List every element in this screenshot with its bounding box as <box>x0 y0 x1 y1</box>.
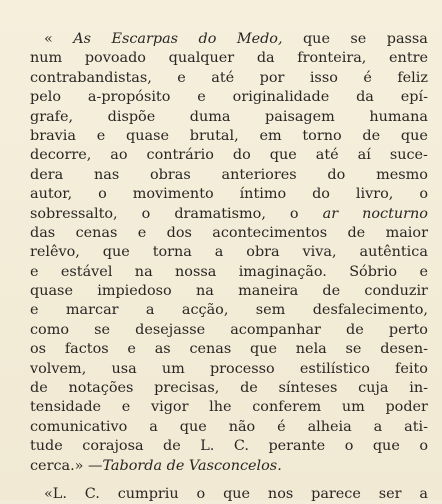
word: livro, <box>355 186 394 203</box>
word: marcar <box>65 302 119 319</box>
word: como <box>30 321 70 338</box>
word: usa <box>111 360 137 377</box>
word: autêntica <box>359 244 428 261</box>
word: epí- <box>400 89 428 106</box>
review-paragraph <box>30 30 428 476</box>
word: na <box>195 283 214 300</box>
word: nas <box>93 166 120 183</box>
text-line <box>30 224 428 243</box>
word: C. <box>233 438 249 455</box>
word: decorre, <box>30 147 92 164</box>
word: cenas <box>75 224 118 241</box>
word: duma <box>189 108 231 125</box>
word: desfalecimento, <box>312 302 428 319</box>
word: de <box>30 380 48 397</box>
word: estilístico <box>299 360 370 377</box>
word: cuja <box>358 380 389 397</box>
word: é <box>363 69 372 86</box>
word: dera <box>30 166 64 183</box>
word: da <box>256 50 275 67</box>
word: um <box>341 399 365 416</box>
word: se <box>94 321 111 338</box>
word: nossa <box>175 263 217 280</box>
word: se <box>350 31 367 47</box>
word: tensidade <box>30 399 102 416</box>
word: anteriores <box>221 166 297 183</box>
word: a <box>145 302 155 319</box>
word: torno <box>302 127 342 144</box>
italic-word: Medo, <box>236 31 283 47</box>
word: comunicativo <box>30 418 128 435</box>
word: movimento <box>132 186 214 203</box>
text-line <box>30 49 428 68</box>
word: de <box>347 224 366 241</box>
italic-word: do <box>198 31 217 47</box>
word: suce- <box>389 147 428 164</box>
word: parece <box>311 485 361 502</box>
word: que <box>269 147 297 164</box>
word: acção, <box>181 302 229 319</box>
word: perante <box>268 438 326 455</box>
word: quase <box>30 283 73 300</box>
word: o <box>344 438 354 455</box>
word: de <box>163 438 181 455</box>
word: do <box>312 186 330 203</box>
text-line <box>30 88 428 107</box>
word: a <box>214 244 224 261</box>
word: acontecimentos <box>212 224 328 241</box>
word: nela <box>295 341 327 358</box>
text-line <box>30 185 428 204</box>
text-line <box>30 398 428 417</box>
italic-text: Taborda de Vasconcelos. <box>102 457 282 474</box>
italic-word: As <box>73 31 92 47</box>
word: factos <box>64 341 109 358</box>
word: o <box>289 205 299 222</box>
word: da <box>356 89 374 106</box>
paragraph-gap <box>30 476 428 485</box>
word: e <box>137 224 147 241</box>
word: num <box>30 50 63 67</box>
italic-word: Escarpas <box>111 31 179 47</box>
word: o <box>98 186 107 203</box>
text-line <box>30 127 428 146</box>
text-line <box>30 30 428 49</box>
word: é <box>277 418 286 435</box>
text-line <box>30 243 428 262</box>
word: que <box>372 438 400 455</box>
word: ati- <box>404 418 428 435</box>
word: maior <box>385 224 428 241</box>
word: volvem, <box>30 360 87 377</box>
word: grafe, <box>30 108 74 125</box>
word: sínteses <box>278 380 338 397</box>
word: e <box>121 399 131 416</box>
word: do <box>327 166 346 183</box>
word: cumpriu <box>117 485 179 502</box>
word: quase <box>126 127 170 144</box>
word: das <box>30 224 56 241</box>
word: aí <box>357 147 371 164</box>
word: o <box>141 205 151 222</box>
word: Sóbrio <box>349 263 398 280</box>
italic-word: nocturno <box>362 205 428 222</box>
text-line <box>30 485 428 504</box>
word: feliz <box>397 69 428 86</box>
word: perto <box>388 321 428 338</box>
word: a <box>149 418 158 435</box>
word: passa <box>386 31 428 47</box>
word: desejasse <box>135 321 206 338</box>
text-line <box>30 69 428 88</box>
word: que <box>223 485 251 502</box>
word: se <box>345 341 362 358</box>
word: de <box>362 127 381 144</box>
word: processo <box>209 360 275 377</box>
text-line <box>30 437 428 456</box>
word: qualquer <box>168 50 235 67</box>
word: o <box>419 438 428 455</box>
word: a <box>373 418 383 435</box>
italic-word: ar <box>322 205 339 222</box>
word: ao <box>110 147 128 164</box>
text-line <box>30 340 428 359</box>
word: alheia <box>307 418 352 435</box>
word: íntimo <box>239 186 287 203</box>
word: tude <box>30 438 63 455</box>
word: que <box>179 418 207 435</box>
word: que <box>250 341 278 358</box>
word: C. <box>84 485 100 502</box>
text-line <box>30 263 428 282</box>
word: humana <box>369 108 428 125</box>
word: de <box>346 321 364 338</box>
word: obra <box>246 244 280 261</box>
text-line <box>30 108 428 127</box>
word: cenas <box>189 341 232 358</box>
word: « <box>44 31 53 47</box>
word: autor, <box>30 186 73 203</box>
word: vigor <box>150 399 189 416</box>
text-line <box>30 360 428 379</box>
word: de <box>240 380 258 397</box>
word: corajosa <box>82 438 144 455</box>
word: mesmo <box>376 166 428 183</box>
word: dispõe <box>107 108 156 125</box>
word: imaginação. <box>238 263 327 280</box>
word: dramatismo, <box>174 205 266 222</box>
word: originalidade <box>232 89 330 106</box>
word: os <box>30 341 47 358</box>
word: obras <box>150 166 191 183</box>
word: o <box>196 485 206 502</box>
word: impiedoso <box>97 283 172 300</box>
word: paisagem <box>265 108 335 125</box>
word: e <box>30 263 39 280</box>
word: a-propósito <box>87 89 171 106</box>
text-line <box>30 379 428 398</box>
word: precisas, <box>154 380 220 397</box>
word: brutal, <box>189 127 239 144</box>
word: pelo <box>30 89 61 106</box>
word: até <box>211 69 235 86</box>
word: e <box>197 89 206 106</box>
word: não <box>228 418 256 435</box>
word: nos <box>267 485 294 502</box>
word: isso <box>309 69 338 86</box>
word: povoado <box>84 50 146 67</box>
word: contrário <box>146 147 214 164</box>
word: sobressalto, <box>30 205 118 222</box>
text-line <box>30 282 428 301</box>
word: maneira <box>238 283 299 300</box>
word: até <box>315 147 339 164</box>
text-line <box>30 321 428 340</box>
text-line <box>30 205 428 224</box>
word: contrabandistas, <box>30 69 152 86</box>
text-line <box>30 301 428 320</box>
word: notações <box>68 380 134 397</box>
word: conduzir <box>364 283 428 300</box>
word: o <box>419 186 428 203</box>
word: e <box>127 341 136 358</box>
word: L. <box>200 438 215 455</box>
word: acompanhar <box>230 321 321 338</box>
word: dos <box>166 224 192 241</box>
word: um <box>161 360 185 377</box>
word: que <box>400 127 428 144</box>
word: fronteira, <box>297 50 367 67</box>
text-column <box>30 30 428 504</box>
word: e <box>419 263 428 280</box>
word: viva, <box>302 244 337 261</box>
word: na <box>134 263 153 280</box>
word: por <box>259 69 285 86</box>
word: in- <box>409 380 428 397</box>
word: «L. <box>44 485 67 502</box>
word: ser <box>378 485 402 502</box>
word: que <box>102 244 130 261</box>
word: e <box>177 69 186 86</box>
word: e <box>96 127 106 144</box>
word: desen- <box>380 341 428 358</box>
word: do <box>232 147 251 164</box>
word: torna <box>152 244 192 261</box>
word: estável <box>60 263 113 280</box>
word: poder <box>385 399 428 416</box>
word: conferem <box>252 399 322 416</box>
word: a <box>419 485 428 502</box>
word: bravia <box>30 127 76 144</box>
word: as <box>154 341 171 358</box>
word: de <box>322 283 341 300</box>
word: relêvo, <box>30 244 80 261</box>
word: e <box>30 302 39 319</box>
word: lhe <box>209 399 232 416</box>
word: feito <box>395 360 428 377</box>
text-line <box>30 146 428 165</box>
word: entre <box>389 50 428 67</box>
next-paragraph <box>30 485 428 504</box>
text-run: cerca.» — <box>30 457 103 474</box>
text-line <box>30 457 428 476</box>
word: sem <box>255 302 286 319</box>
word: que <box>302 31 330 47</box>
text-line <box>30 418 428 437</box>
text-line <box>30 166 428 185</box>
word: em <box>259 127 282 144</box>
